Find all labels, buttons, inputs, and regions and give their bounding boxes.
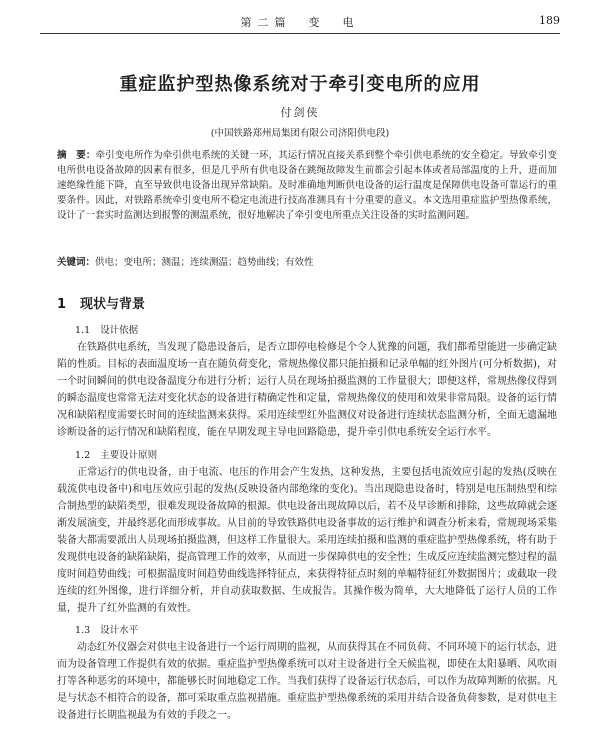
subsection-number: 1.1: [75, 325, 91, 336]
abstract: [57, 148, 557, 223]
paragraph: 在铁路供电系统，当发现了隐患设备后，是否立即停电检修是个令人犹豫的问题，我们都希望能进一步确定缺陷的性质。目标的表面温度场一直在随负荷变化，常规热像仪都只能拍摄和记录单幅的红外图片(可分析数据)，对一个时间瞬间的供电设备温度分布进行分析；运行人员在现场拍摄监测的工作量很大；即便这样，常规热像仪得到的瞬态温度也常常无法对变化状态的设备进行精确定性和定量，常规热像仪的使用和效果非常局限。设备的运行情况和缺陷程度需要长时间的连续监测来获得。采用连续型红外监测仪对设备进行连续状态监测分析，全面无遗漏地诊断设备的运行情况和缺陷程度，能在早期发现主导电回路隐患，提升牵引供电系统安全运行水平。: [57, 342, 557, 438]
abstract-text: 牵引变电所作为牵引供电系统的关键一环，其运行情况直接关系到整个牵引供电系统的安全稳定。导致牵引变电所供电设备故障的因素有很多，但是几乎所有供电设备在跳绳故障发生前都会引起本体或者局部温度的上升，进而加速绝缘性能下降，直至导致供电设备出现异常缺陷。及时准确地判断供电设备的运行温度是保障供电设备可靠运行的重要条件。因此，对铁路系统牵引变电所不稳定电流进行技高准测具有十分重要的意义。本文选用重症监护型热像系统，设计了一套实时监测达到报警的测温系统，很好地解决了牵引变电所重点关注设备的实时监测问题。: [57, 150, 557, 221]
section-number: 1: [57, 297, 67, 312]
abstract-label: 摘 要：: [57, 150, 96, 161]
article-title: 重症监护型热像系统对于牵引变电所的应用: [119, 74, 481, 95]
section-heading: [57, 293, 145, 312]
keywords-label: 关键词：: [57, 257, 96, 268]
subsection-heading: [75, 322, 138, 336]
subsection-title: 主要设计原则: [100, 450, 158, 461]
keywords-text: 供电；变电所；测温；连续测温；趋势曲线；有效性: [95, 257, 314, 268]
paragraph: 正常运行的供电设备，由于电流、电压的作用会产生发热，这种发热，主要包括电流效应引起的发热(反映在载流供电设备中)和电压效应引起的发热(反映设备内部绝缘的变化)。当出现隐患设备时，特别是电压制热型和综合制热型的缺陷类型，很难发现设备故障的根源。供电设备出现故障以后，若不及早诊断和排除，这些故障就会逐渐发展演变，并最终恶化而形成事故。从目前的导致铁路供电设备事故的运行维护和调查分析来看，常规现场采集装备大都需要派出人员现场拍摄监测，但这样工作量很大。采用连续拍摄和监测的重症监护型热像系统，将有助于发现供电设备的缺陷缺陷，提高管理工作的效率，从而进一步保障供电的安全性；生成反应连续监测完整过程的温度时间趋势曲线；可根据温度时间趋势曲线选择特征点，来获得特征点时刻的单幅特征红外数据图片；或截取一段连续的红外图像，进行详细分析，并自动获取数据、生成报告。其操作极为简单，大大地降低了运行人员的工作量，提升了红外监测的有效性。: [57, 467, 557, 614]
running-header: [40, 12, 560, 32]
subsection-heading: [75, 622, 138, 636]
subsection-heading: [75, 447, 157, 461]
subsection-number: 1.3: [75, 625, 91, 636]
subsection-number: 1.2: [75, 450, 91, 461]
page-number: 189: [539, 14, 560, 27]
section-title: 现状与背景: [80, 297, 146, 312]
header-rule: [40, 33, 560, 34]
paragraph: 动态红外仪器会对供电主设备进行一个运行周期的监视，从而获得其在不同负荷、不同环境下的运行状态，进而为设备管理工作提供有效的依据。重症监护型热像系统可以对主设备进行全天候监视，即使在太阳暴晒、风吹雨打等各种恶劣的环境中，都能够长时间地稳定工作。当我们获得了设备运行状态后，可以作为故障判断的依据。凡是与状态不相符合的设备，都可采取重点监视措施。重症监护型热像系统的采用并结合设备负荷参数，是对供电主设备进行长期监视最为有效的手段之一。: [57, 642, 557, 721]
running-header-title: 第二篇 变 电: [240, 16, 360, 29]
subsection-title: 设计依据: [100, 325, 139, 336]
keywords: [57, 255, 557, 270]
article-author: 付剑侠: [280, 106, 320, 119]
subsection-title: 设计水平: [100, 625, 139, 636]
article-affiliation: (中国铁路郑州局集团有限公司济阳供电段): [210, 128, 390, 139]
